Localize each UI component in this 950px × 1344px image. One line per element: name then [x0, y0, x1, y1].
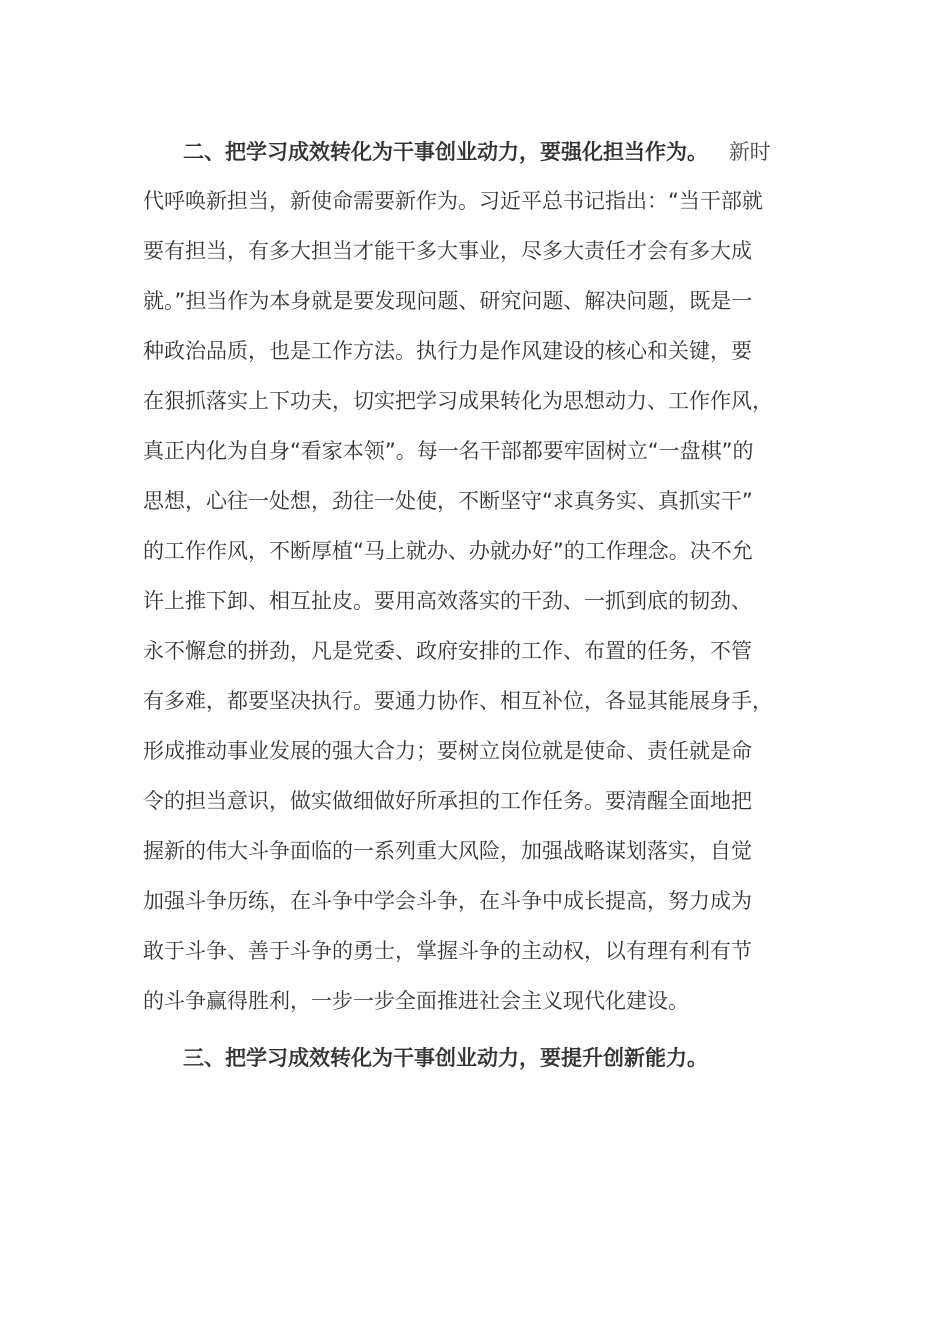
- section3-heading: 三、把学习成效转化为干事创业动力，要提升创新能力。: [183, 1046, 708, 1070]
- paragraph-line: 形成推动事业发展的强大合力；要树立岗位就是使命、责任就是命: [143, 739, 752, 763]
- paragraph-line: 种政治品质，也是工作方法。执行力是作风建设的核心和关键，要: [143, 339, 752, 363]
- paragraph-line: 敢于斗争、善于斗争的勇士，掌握斗争的主动权，以有理有利有节: [143, 939, 752, 963]
- paragraph-line: 令的担当意识，做实做细做好所承担的工作任务。要清醒全面地把: [143, 789, 752, 813]
- paragraph-line: 永不懈怠的拼劲，凡是党委、政府安排的工作、布置的任务，不管: [143, 639, 752, 663]
- section2-first-line: [183, 137, 873, 167]
- paragraph-line: 握新的伟大斗争面临的一系列重大风险，加强战略谋划落实，自觉: [143, 839, 752, 863]
- paragraph-line: 要有担当，有多大担当才能干多大事业，尽多大责任才会有多大成: [143, 239, 752, 263]
- paragraph-line: 的斗争赢得胜利，一步一步全面推进社会主义现代化建设。: [143, 989, 689, 1013]
- paragraph-line: 有多难，都要坚决执行。要通力协作、相互补位，各显其能展身手，: [143, 689, 773, 713]
- paragraph-line: 在狠抓落实上下功夫，切实把学习成果转化为思想动力、工作作风，: [143, 389, 773, 413]
- section2-heading: 二、把学习成效转化为干事创业动力，要强化担当作为。: [183, 140, 708, 164]
- paragraph-line: 思想，心往一处想，劲往一处使，不断坚守“求真务实、真抓实干”: [143, 489, 753, 513]
- paragraph-line: 加强斗争历练，在斗争中学会斗争，在斗争中成长提高，努力成为: [143, 889, 752, 913]
- section2-lead-text: 新时: [728, 140, 771, 164]
- paragraph-line: 代呼唤新担当，新使命需要新作为。习近平总书记指出：“当干部就: [143, 189, 763, 213]
- paragraph-line: 许上推下卸、相互扯皮。要用高效落实的干劲、一抓到底的韧劲、: [143, 589, 752, 613]
- paragraph-line: 真正内化为自身“看家本领”。每一名干部都要牢固树立“一盘棋”的: [143, 439, 754, 463]
- paragraph-line: 的工作作风，不断厚植“马上就办、办就办好”的工作理念。决不允: [143, 539, 753, 563]
- paragraph-line: 就。”担当作为本身就是要发现问题、研究问题、解决问题，既是一: [143, 289, 753, 313]
